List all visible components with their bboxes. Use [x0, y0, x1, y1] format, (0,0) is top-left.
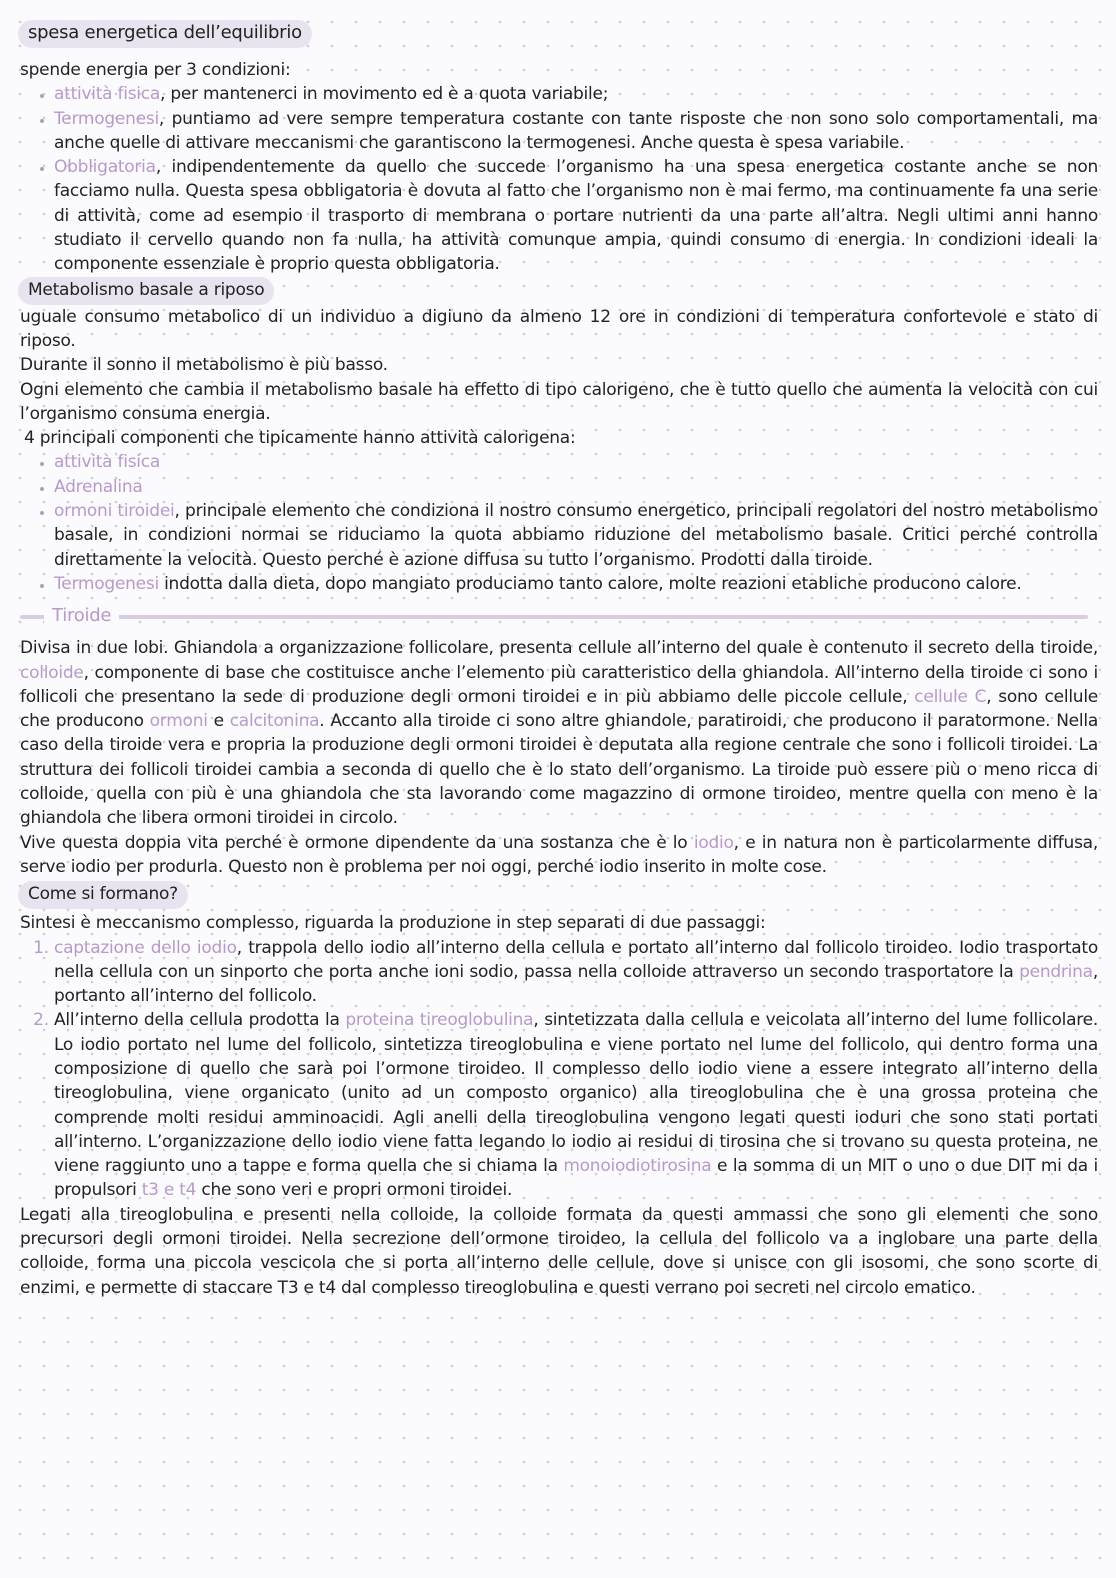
highlight-term: Adrenalina: [54, 476, 143, 497]
text-run: , sono cellule che producono: [20, 686, 1099, 732]
list-item-text: , puntiamo ad vere sempre temperatura costante con tante risposte che non sono solo comportamentali, ma anche quelle di attivare meccanismi che garantiscono la termogenesi. Anche questa è spesa variabile.: [54, 108, 1098, 153]
notes-page: [20, 20, 1098, 1300]
highlight-term: colloide: [20, 662, 84, 683]
list-item: [54, 499, 1098, 572]
list-item: [54, 155, 1098, 276]
text-run: , sintetizzata dalla cellula e veicolata all’interno del lume follicolare. Lo iodio portato nel lume del follicolo, sintetizza tireoglobulina e viene portato nel lume del follicolo, qui dentro forma una composizione di quello che sarà poi l’ormone tiroideo. Il complesso dello iodio viene a essere integrato all’interno della tireoglobulina, viene organicato (unito ad un composto organico) alla tireoglobulina che è una grossa proteina che comprende molti residui amminoacidi. Agli anelli della tireoglobulina vengono legati questi ioduri che sono stati portati all’interno. L’organizzazione dello iodio viene fatta legando lo iodio ai residui di tirosina che si trovano su questa proteina, ne viene raggiunto uno a tappe e forma quella che si chiama la: [54, 1010, 1099, 1177]
highlight-term: ormoni tiroidei: [54, 501, 175, 522]
paragraph-tiroide-struttura: [20, 636, 1098, 830]
paragraph: uguale consumo metabolico di un individuo a digiuno da almeno 12 ore in condizioni di temperatura confortevole e stato di riposo.: [20, 306, 1098, 351]
section-intro: Sintesi è meccanismo complesso, riguarda la produzione in step separati di due passaggi:: [20, 913, 766, 934]
section-intro: spende energia per 3 condizioni:: [20, 60, 291, 80]
highlight-term: ormoni: [149, 711, 208, 732]
highlight-term: cellule C: [914, 686, 987, 707]
text-run: , e in natura non è particolarmente diffusa, serve iodio per produrla. Questo non è problema per noi oggi, perché iodio inserito in molte cose.: [20, 832, 1098, 877]
section-title-spesa-energetica: spesa energetica dell’equilibrio: [18, 20, 312, 48]
highlight-term: attività fisica: [54, 84, 161, 105]
list-item-text: , per mantenerci in movimento ed è a quota variabile;: [160, 84, 609, 105]
highlight-term: attività fisica: [54, 452, 161, 473]
highlight-term: pendrina: [1019, 961, 1093, 982]
divider-line: [20, 615, 1088, 619]
text-run: , componente di base che costituisce anche l’elemento più caratteristico della ghiandola. All’interno della tiroide ci sono i follicoli che presentano la sede di produzione degli ormoni tiroidei e in più abbiamo delle piccole cellule,: [20, 662, 1098, 707]
list-item: [54, 82, 1098, 106]
text-run: All’interno della cellula prodotta la: [54, 1010, 346, 1031]
highlight-term: iodio: [693, 832, 734, 853]
list-item-step-1: [54, 936, 1098, 1009]
paragraph: 4 principali componenti che tipicamente hanno attività calorigena:: [24, 428, 576, 449]
list-item: [54, 475, 1098, 499]
text-run: . Accanto alla tiroide ci sono altre ghiandole, paratiroidi, che producono il paratormone. Nella caso della tiroide vera e propria la produzione degli ormoni tiroidei è deputata alla regione centrale che sono i follicoli tiroidei. La struttura dei follicoli tiroidei cambia a seconda di quello che è lo stato dell’organismo. La tiroide può essere più o meno ricca di colloide, quella con più è una ghiandola che sta lavorando come magazzino di ormone tiroideo, mentre quella con meno è la ghiandola che libera ormoni tiroidei in circolo.: [20, 711, 1098, 829]
highlight-term: proteina tireoglobulina: [345, 1010, 534, 1031]
list-item: [54, 107, 1098, 156]
bullet-list-condizioni: [20, 82, 1098, 276]
highlight-term: monoiodiotirosina: [563, 1156, 712, 1177]
text-run: Divisa in due lobi. Ghiandola a organizzazione follicolare, presenta cellule all’interno del quale è contenuto il secreto della tiroide,: [20, 638, 1098, 659]
section-title-metabolismo-basale: Metabolismo basale a riposo: [18, 277, 274, 305]
bullet-list-calorigeni: [20, 450, 1098, 596]
text-run: che sono veri e propri ormoni tiroidei.: [196, 1180, 513, 1201]
list-item: [54, 572, 1098, 596]
text-run: e: [207, 711, 230, 732]
highlight-term: Termogenesi: [54, 108, 159, 129]
text-run: , trappola dello iodio all’interno della cellula e portato all’interno dal follicolo tiroideo. Iodio trasportato nella cellula con un sinporto che porta anche ioni sodio, passa nella colloide attraverso un secondo trasportatore la: [54, 937, 1098, 982]
text-run: Vive questa doppia vita perché è ormone dipendente da una sostanza che è lo: [20, 832, 694, 853]
paragraph-tiroide-iodio: [20, 831, 1098, 880]
section-title-tiroide: Tiroide: [44, 604, 119, 628]
section-title-come-si-formano: Come si formano?: [18, 881, 188, 909]
list-item-step-2: [54, 1008, 1098, 1202]
highlight-term: Termogenesi: [54, 573, 159, 594]
list-item-text: , principale elemento che condiziona il nostro consumo energetico, principali regolatori del nostro metabolismo basale, in condizioni normai se riduciamo la quota abbiamo riduzione del metabolismo basale. Critici perché controlla direttamente la velocità. Questo perché è azione diffusa su tutto l’organismo. Prodotti dalla tiroide.: [54, 501, 1098, 570]
highlight-term: captazione dello iodio: [54, 937, 237, 958]
list-item-text: , indipendentemente da quello che succede l’organismo ha una spesa energetica costante anche se non facciamo nulla. Questa spesa obbligatoria è dovuta al fatto che l’organismo non è mai fermo, ma continuamente fa una serie di attività, come ad esempio il trasporto di membrana o portare nutrienti da una parte all’altra. Negli ultimi anni hanno studiato il cervello quando non fa nulla, ha attività comunque ampia, quindi consumo di energia. In condizioni ideali la componente essenziale è proprio questa obbligatoria.: [54, 157, 1098, 275]
text-run: e la somma di un MIT o uno o due DIT mi da i propulsori: [54, 1156, 1098, 1201]
highlight-term: Obbligatoria: [54, 157, 156, 178]
list-item: [54, 450, 1098, 474]
highlight-term: t3 e t4: [141, 1180, 197, 1201]
paragraph-secrezione: Legati alla tireoglobulina e presenti nella colloide, la colloide formata da questi ammassi che sono gli elementi che sono precursori degli ormoni tiroidei. Nella secrezione dell’ormone tiroideo, la cellula del follicolo va a inglobare una parte della colloide, forma una piccola vescicola che si porta all’interno delle cellule, dove si unisce con gli isosomi, che sono scorte di enzimi, e permette di staccare T3 e t4 dal complesso tireoglobulina e questi verrano poi secreti nel circolo ematico.: [20, 1204, 1098, 1298]
list-item-text: indotta dalla dieta, dopo mangiato produciamo tanto calore, molte reazioni etabliche producono calore.: [158, 573, 1022, 594]
text-run: , portanto all’interno del follicolo.: [54, 961, 1098, 1007]
numbered-list-passaggi: [20, 936, 1098, 1203]
highlight-term: calcitonina: [229, 711, 320, 732]
section-divider-tiroide: [20, 604, 1098, 628]
paragraph: Durante il sonno il metabolismo è più basso.: [20, 355, 388, 376]
paragraph: Ogni elemento che cambia il metabolismo basale ha effetto di tipo calorigeno, che è tutto quello che aumenta la velocità con cui l’organismo consuma energia.: [20, 379, 1098, 424]
